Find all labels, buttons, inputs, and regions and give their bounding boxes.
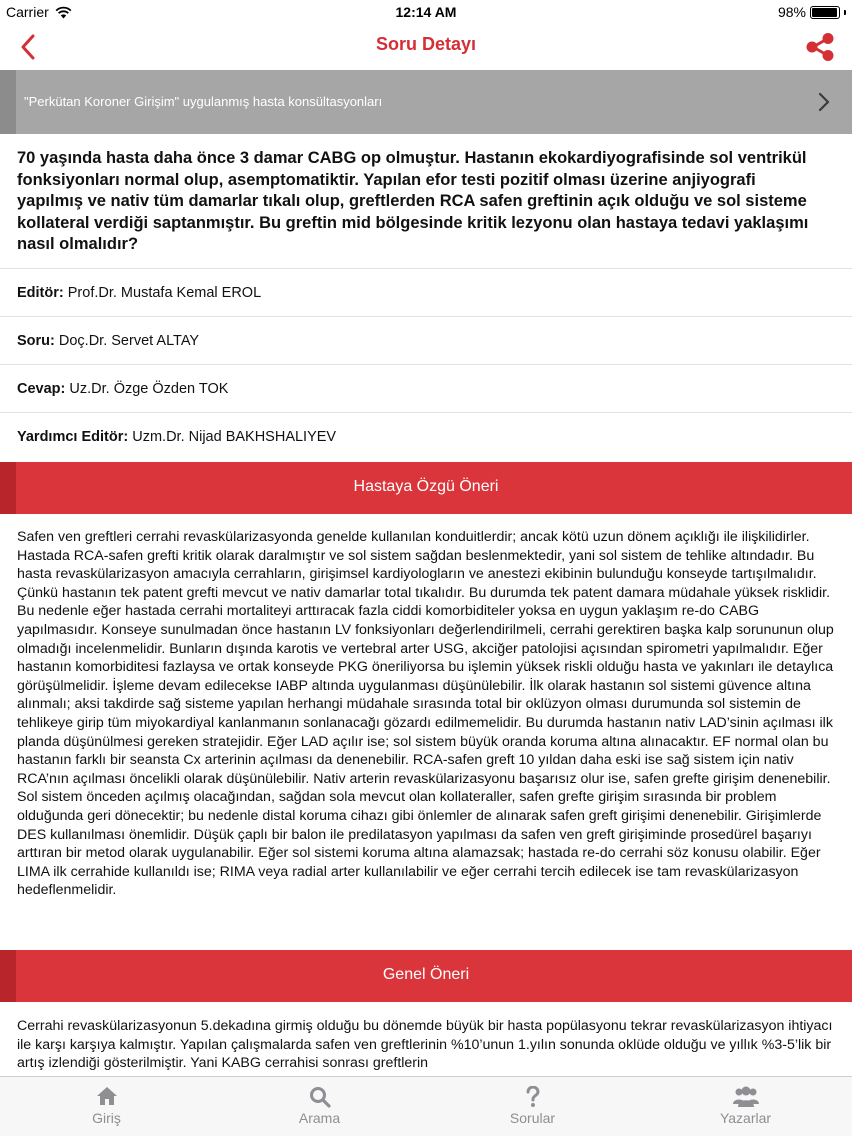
general-title: Genel Öneri: [382, 966, 470, 983]
page-title: Soru Detayı: [375, 34, 477, 54]
question-author-row: [0, 316, 852, 364]
patient-specific-title: Hastaya Özgü Öneri: [353, 478, 499, 495]
assistant-editor-label: Yardımcı Editör:: [17, 429, 129, 445]
tab-questions-label: Sorular: [509, 1110, 556, 1126]
question-author-line: [17, 333, 199, 349]
share-button[interactable]: [800, 28, 840, 66]
tab-search-label: Arama: [298, 1110, 341, 1126]
question-icon: [426, 1086, 639, 1108]
battery-fill: [812, 8, 837, 17]
tab-bar: [0, 1076, 852, 1136]
share-icon: [805, 32, 835, 62]
home-icon: [0, 1086, 213, 1108]
category-title: "Perkütan Koroner Girişim" uygulanmış hasta konsültasyonları: [24, 94, 383, 109]
category-bar[interactable]: [0, 70, 852, 134]
category-accent: [0, 70, 16, 134]
tab-questions[interactable]: [426, 1077, 639, 1136]
search-icon: [213, 1086, 426, 1108]
tab-home[interactable]: [0, 1077, 213, 1136]
answer-author-value: Uz.Dr. Özge Özden TOK: [69, 381, 229, 397]
answer-author-line: [17, 381, 228, 397]
tab-authors[interactable]: [639, 1077, 852, 1136]
status-right: [778, 4, 846, 20]
answer-author-label: Cevap:: [17, 381, 66, 397]
battery-percent: 98%: [777, 4, 806, 20]
question-text: 70 yaşında hasta daha önce 3 damar CABG op olmuştur. Hastanın ekokardiyografisinde sol ventrikül fonksiyonları normal olup, asemptomatiktir. Yapılan efor testi pozitif olması üzerine anjiyografi yapılmış ve nativ tüm damarlar tıkalı olup, greftlerden RCA safen greftinin açık olduğu ve sol sisteme kollateral verdiği saptanmıştır. Bu greftin mid bölgesinde kritik lezyonu olan hastaya tedavi yaklaşımı nasıl olmalıdır?: [17, 149, 809, 253]
battery-tip: [844, 10, 846, 15]
general-header: [0, 950, 852, 1002]
answer-author-row: [0, 364, 852, 412]
status-time: 12:14 AM: [395, 4, 457, 20]
nav-bar: [0, 24, 852, 70]
assistant-editor-value: Uzm.Dr. Nijad BAKHSHALIYEV: [132, 429, 337, 445]
battery-icon: [810, 6, 840, 19]
editor-value: Prof.Dr. Mustafa Kemal EROL: [67, 285, 262, 301]
editor-line: [17, 285, 261, 301]
chevron-right-icon: [812, 90, 836, 114]
question-author-label: Soru:: [17, 333, 55, 349]
assistant-editor-row: [0, 412, 852, 460]
authors-icon: [639, 1086, 852, 1108]
tab-authors-label: Yazarlar: [719, 1110, 772, 1126]
status-bar: [0, 0, 852, 24]
general-text: Cerrahi revaskülarizasyonun 5.dekadına girmiş olduğu bu dönemde büyük bir hasta popülasyonu tekrar revaskülarizasyon ihtiyacı ile karşı karşıya kalmıştır. Yapılan çalışmalarda safen ven greftlerinin %10’unun 1.yılın sonunda oklüde olduğu ve yıllık %3-5’lik bir artış izlendiği gösterilmiştir. Yani KABG cerrahisi sonrası greftlerin: [17, 1018, 833, 1072]
editor-row: [0, 268, 852, 316]
editor-label: Editör:: [17, 285, 64, 301]
tab-search[interactable]: [213, 1077, 426, 1136]
patient-specific-text: Safen ven greftleri cerrahi revaskülarizasyonda genelde kullanılan konduitlerdir; ancak kötü uzun dönem açıklığı ile ilişkilidirler. Hastada RCA-safen grefti kritik olarak daralmıştır ve sol sistem sağdan beslenmektedir, yani sol sistem de tehlike altındadır. Bu hasta revaskülarizasyon amacıyla cerrahların, girişimsel kardiyologların ve anestezi ekibinin bulunduğu konseyde tartışılmalıdır. Çünkü hastanın tek patent grefti mevcut ve nativ damarlar total tıkalıdır. Bu durumda tek patent damara müdahale yüksek risklidir. Bu nedenle eğer hastada cerrahi mortaliteyi arttıracak fazla ciddi komorbiditeler yoksa en uygun yaklaşım re-do CABG yapılmasıdır. Konseye sunulmadan önce hastanın LV fonksiyonları değerlendirilmeli, cerrahi gerektiren başka kalp sorununun olup olmadığı incelenmelidir. Bunların dışında karotis ve vertebral arter USG, akciğer patolojisi açısından spirometri yapılmalıdır. Eğer hastanın komorbiditesi fazlaysa ve ortak konseyde PKG öneriliyorsa bu işlemin yüksek riskli olduğu hasta ve yakınları ile detaylıca görüşülmelidir. İşleme devam edilecekse IABP altında uygulanması düşünülebilir. İlk olarak hastanın sol sistemi güvence altına alınmalı; aksi takdirde sağ sisteme yapılan herhangi müdahale sırasında total bir oklüzyon olması durumunda sol sistemin de tehlikeye girip tüm miyokardiyal kanlanmanın sonlanacağı gözardı edilmemelidir. Bu durumda hastanın nativ LAD’sinin açılması ilk planda düşünülmesi gereken stratejidir. Eğer LAD açılır ise; sol sistem büyük oranda koruma altına alınacaktır. EF normal olan bu hastanın farklı bir seansta Cx arterinin açılması da denenebilir. RCA-safen greft 10 yıldan daha eski ise sağ sistem için nativ RCA’nın açılması öncelikli olarak düşünülebilir. Nativ arterin revaskülarizasyonu başarısız olur ise, safen grefte girişim denenebilir. Sol sistem önceden açılmış olacağından, sağdan sola mevcut olan kollateraller, safen grefte girişim sırasında bir problem olduğunda geri dönecektir; bu nedenle distal koruma cihazı gibi önlemler de alınarak safen greft girişimi denenebilir. Girişimlerde DES kullanılması önemlidir. Düşük çaplı bir balon ile predilatasyon yapılması da safen ven greft girişiminde prosedürel başarıyı arttıran bir metod olarak uygulanabilir. Eğer sol sistemi koruma altına alamazsak; hastada re-do cerrahi söz konusu olabilir. Eğer LIMA ilk cerrahide kullanıldı ise; RIMA veya radial arter kullanılabilir ve eğer cerrahi tercih edilecek ise tam revaskülarizasyon hedeflenmelidir.: [17, 529, 834, 899]
assistant-editor-line: [17, 429, 336, 445]
tab-home-label: Giriş: [92, 1110, 121, 1126]
patient-specific-header: [0, 462, 852, 514]
carrier-label: Carrier: [6, 4, 49, 20]
question-author-value: Doç.Dr. Servet ALTAY: [58, 333, 200, 349]
